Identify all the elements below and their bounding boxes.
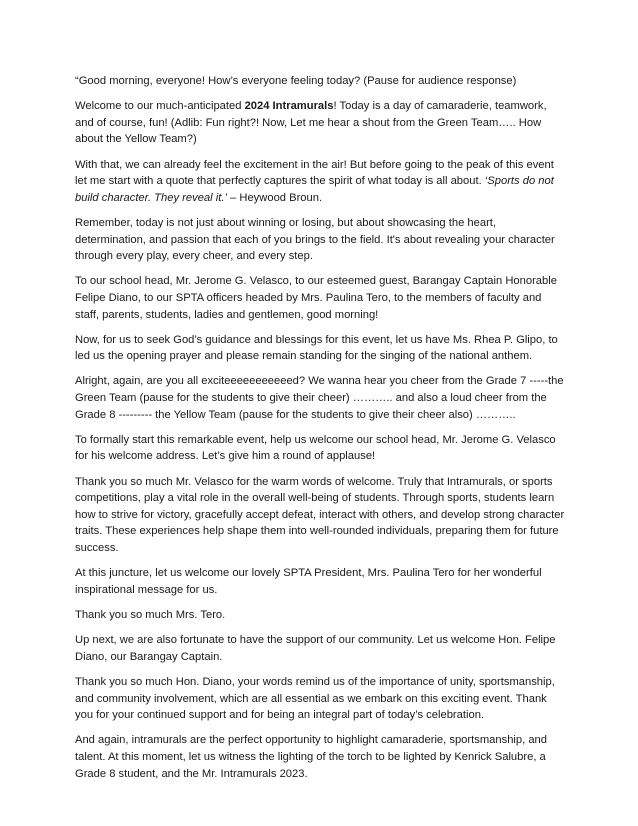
paragraph-prayer: Now, for us to seek God’s guidance and blessings for this event, let us have Ms. Rhea P. Glipo, to led us the opening prayer and please remain standing for the singing of the national anthem. [75,333,558,363]
paragraph-quote [75,157,565,207]
paragraph-greeting: “Good morning, everyone! How’s everyone feeling today? (Pause for audience response) [75,75,517,87]
paragraph-torch-lighting: And again, intramurals are the perfect opportunity to highlight camaraderie, sportsmanship, and talent. At this moment, let us witness the lighting of the torch to be lighted by Kenrick Salubre, a Grade 8 student, and the Mr. Intramurals 2023. [75,734,548,780]
paragraph-spta: At this juncture, let us welcome our lovely SPTA President, Mrs. Paulina Tero for her wonderful inspirational message for us. [75,567,542,596]
paragraph-cheer: Alright, again, are you all exciteeeeeeeeeeed? We wanna hear you cheer from the Grade 7 -----the Green Team (pause for the students to give their cheer) ……….. and also a loud cheer from the Grade 8 --------- the Yellow Team (pause for the students to give their cheer also) ……….. [75,375,564,421]
paragraph-thanks-tero: Thank you so much Mrs. Tero. [75,608,226,621]
paragraph-remember: Remember, today is not just about winning or losing, but about showcasing the heart, determination, and passion that each of you brings to the field. It's about revealing your character through every play, every cheer, and every step. [75,216,555,263]
welcome-text-start: Welcome to our much-anticipated [75,100,245,113]
paragraph-welcome [75,98,565,148]
quote-text: ‘Sports do not build character. They reveal it.’ [75,175,554,204]
welcome-text-end: ! Today is a day of camaraderie, teamwork, and of course, fun! (Adlib: Fun right?! Now, Let me hear a shout from the Green Team….. How about the Yellow Team?) [75,100,547,146]
document-body [75,73,565,782]
quote-author: – Heywood Broun. [226,191,323,204]
quote-intro: With that, we can already feel the excitement in the air! But before going to the peak of this event let me start with a quote that perfectly captures the spirit of what today is all about. [75,158,554,188]
paragraph-barangay-captain: Up next, we are also fortunate to have the support of our community. Let us welcome Hon. Felipe Diano, our Barangay Captain. [75,634,556,663]
paragraph-thanks-velasco: Thank you so much Mr. Velasco for the warm words of welcome. Truly that Intramurals, or sports competitions, play a vital role in the overall well-being of students. Through sports, students learn how to strive for victory, gracefully accept defeat, interact with others, and develop strong character traits. These experiences help shape them into well-rounded individuals, preparing them for future success. [75,475,565,554]
paragraph-thanks-diano: Thank you so much Hon. Diano, your words remind us of the importance of unity, sportsmanship, and community involvement, which are all essential as we embark on this exciting event. Thank you for your continued support and for being an integral part of today’s celebration. [75,675,555,722]
paragraph-acknowledgement: To our school head, Mr. Jerome G. Velasco, to our esteemed guest, Barangay Captain Honorable Felipe Diano, to our SPTA officers headed by Mrs. Paulina Tero, to the members of faculty and staff, parents, students, ladies and gentlemen, good morning! [75,275,557,321]
paragraph-school-head: To formally start this remarkable event, help us welcome our school head, Mr. Jerome G. Velasco for his welcome address. Let’s give him a round of applause! [75,433,556,463]
event-name: 2024 Intramurals [244,100,334,113]
